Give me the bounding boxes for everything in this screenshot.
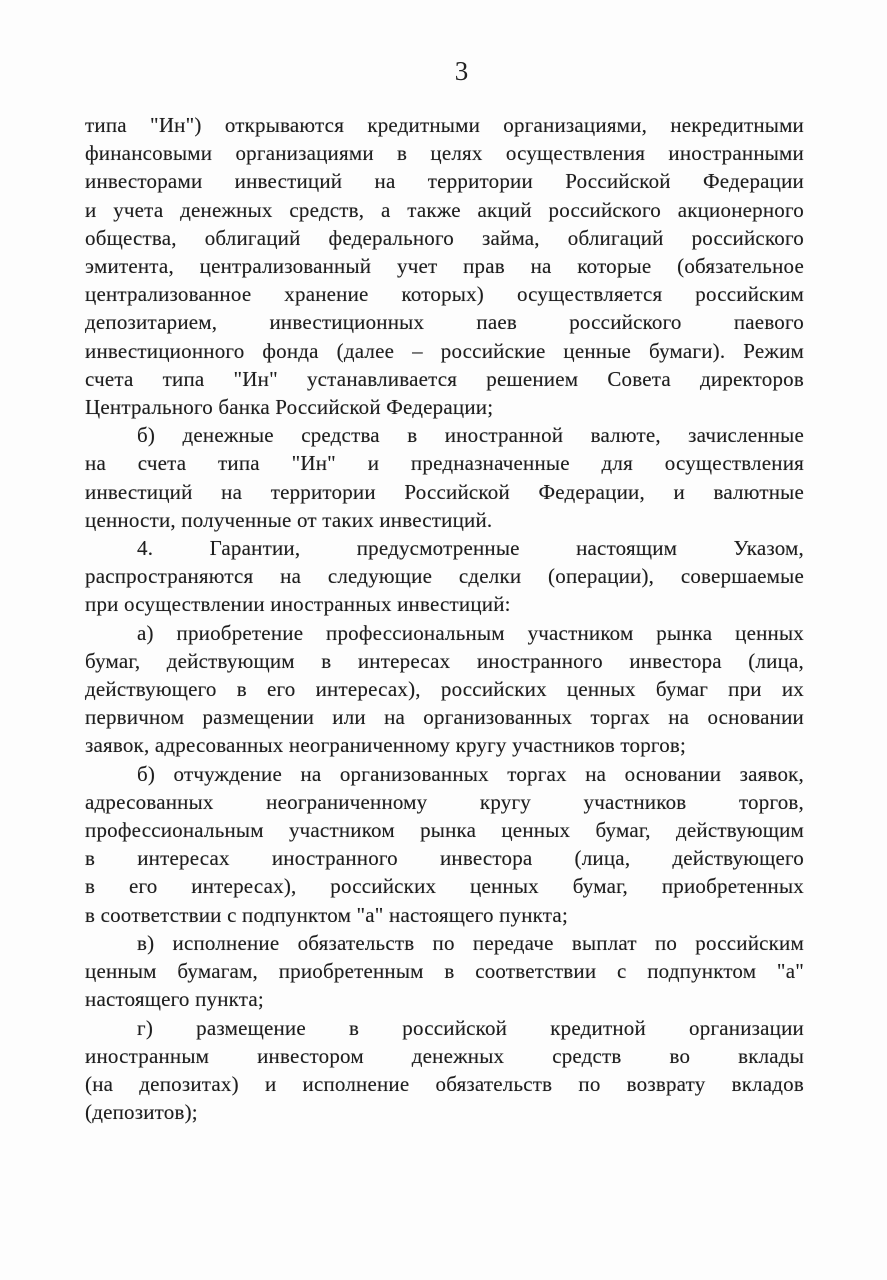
- text-line: г) размещение в российской кредитной организации: [137, 1015, 804, 1040]
- text-line: настоящего пункта;: [85, 987, 264, 1012]
- text-line: распространяются на следующие сделки (операции), совершаемые: [85, 564, 804, 589]
- text-line: инвестиционного фонда (далее – российские ценные бумаги). Режим: [85, 338, 804, 363]
- paragraph: [85, 534, 804, 619]
- text-line: а) приобретение профессиональным участником рынка ценных: [137, 620, 804, 645]
- text-line: иностранным инвестором денежных средств во вклады: [85, 1043, 804, 1068]
- text-line: б) денежные средства в иностранной валюте, зачисленные: [137, 423, 804, 448]
- text-line: на счета типа "Ин" и предназначенные для осуществления: [85, 451, 804, 476]
- text-line: депозитарием, инвестиционных паев российского паевого: [85, 310, 804, 335]
- text-line: инвесторами инвестиций на территории Российской Федерации: [85, 169, 804, 194]
- text-line: (на депозитах) и исполнение обязательств по возврату вкладов: [85, 1071, 804, 1096]
- text-line: финансовыми организациями в целях осуществления иностранными: [85, 141, 804, 166]
- text-line: инвестиций на территории Российской Федерации, и валютные: [85, 479, 804, 504]
- text-line: первичном размещении или на организованных торгах на основании: [85, 705, 804, 730]
- text-line: ценным бумагам, приобретенным в соответствии с подпунктом "а": [85, 959, 804, 984]
- text-line: при осуществлении иностранных инвестиций:: [85, 592, 511, 617]
- text-line: заявок, адресованных неограниченному кругу участников торгов;: [85, 733, 687, 758]
- text-line: адресованных неограниченному кругу участников торгов,: [85, 789, 804, 814]
- text-line: в интересах иностранного инвестора (лица, действующего: [85, 846, 804, 871]
- text-line: типа "Ин") открываются кредитными организациями, некредитными: [85, 113, 804, 137]
- text-line: в) исполнение обязательств по передаче выплат по российским: [137, 930, 804, 955]
- paragraph: [85, 421, 804, 534]
- text-line: Центрального банка Российской Федерации;: [85, 395, 494, 420]
- paragraph: [85, 619, 804, 760]
- text-line: в его интересах), российских ценных бумаг, приобретенных: [85, 874, 804, 899]
- text-line: бумаг, действующим в интересах иностранного инвестора (лица,: [85, 648, 804, 673]
- text-line: общества, облигаций федерального займа, облигаций российского: [85, 225, 804, 250]
- text-line: централизованное хранение которых) осуществляется российским: [85, 282, 804, 307]
- text-line: (депозитов);: [85, 1100, 198, 1125]
- paragraph: [85, 111, 804, 421]
- text-line: профессиональным участником рынка ценных бумаг, действующим: [85, 818, 804, 843]
- text-line: и учета денежных средств, а также акций российского акционерного: [85, 197, 804, 222]
- text-line: 4. Гарантии, предусмотренные настоящим Указом,: [137, 536, 804, 561]
- text-line: ценности, полученные от таких инвестиций.: [85, 507, 493, 532]
- paragraph: [85, 760, 804, 929]
- text-line: действующего в его интересах), российских ценных бумаг при их: [85, 677, 804, 702]
- text-line: б) отчуждение на организованных торгах на основании заявок,: [137, 761, 804, 786]
- document-content: [85, 111, 804, 1126]
- paragraph: [85, 1014, 804, 1127]
- text-line: в соответствии с подпунктом "а" настоящего пункта;: [85, 902, 568, 927]
- page-number: 3: [454, 56, 469, 86]
- paragraph: [85, 929, 804, 1014]
- text-line: счета типа "Ин" устанавливается решением Совета директоров: [85, 366, 804, 391]
- text-line: эмитента, централизованный учет прав на которые (обязательное: [85, 254, 804, 279]
